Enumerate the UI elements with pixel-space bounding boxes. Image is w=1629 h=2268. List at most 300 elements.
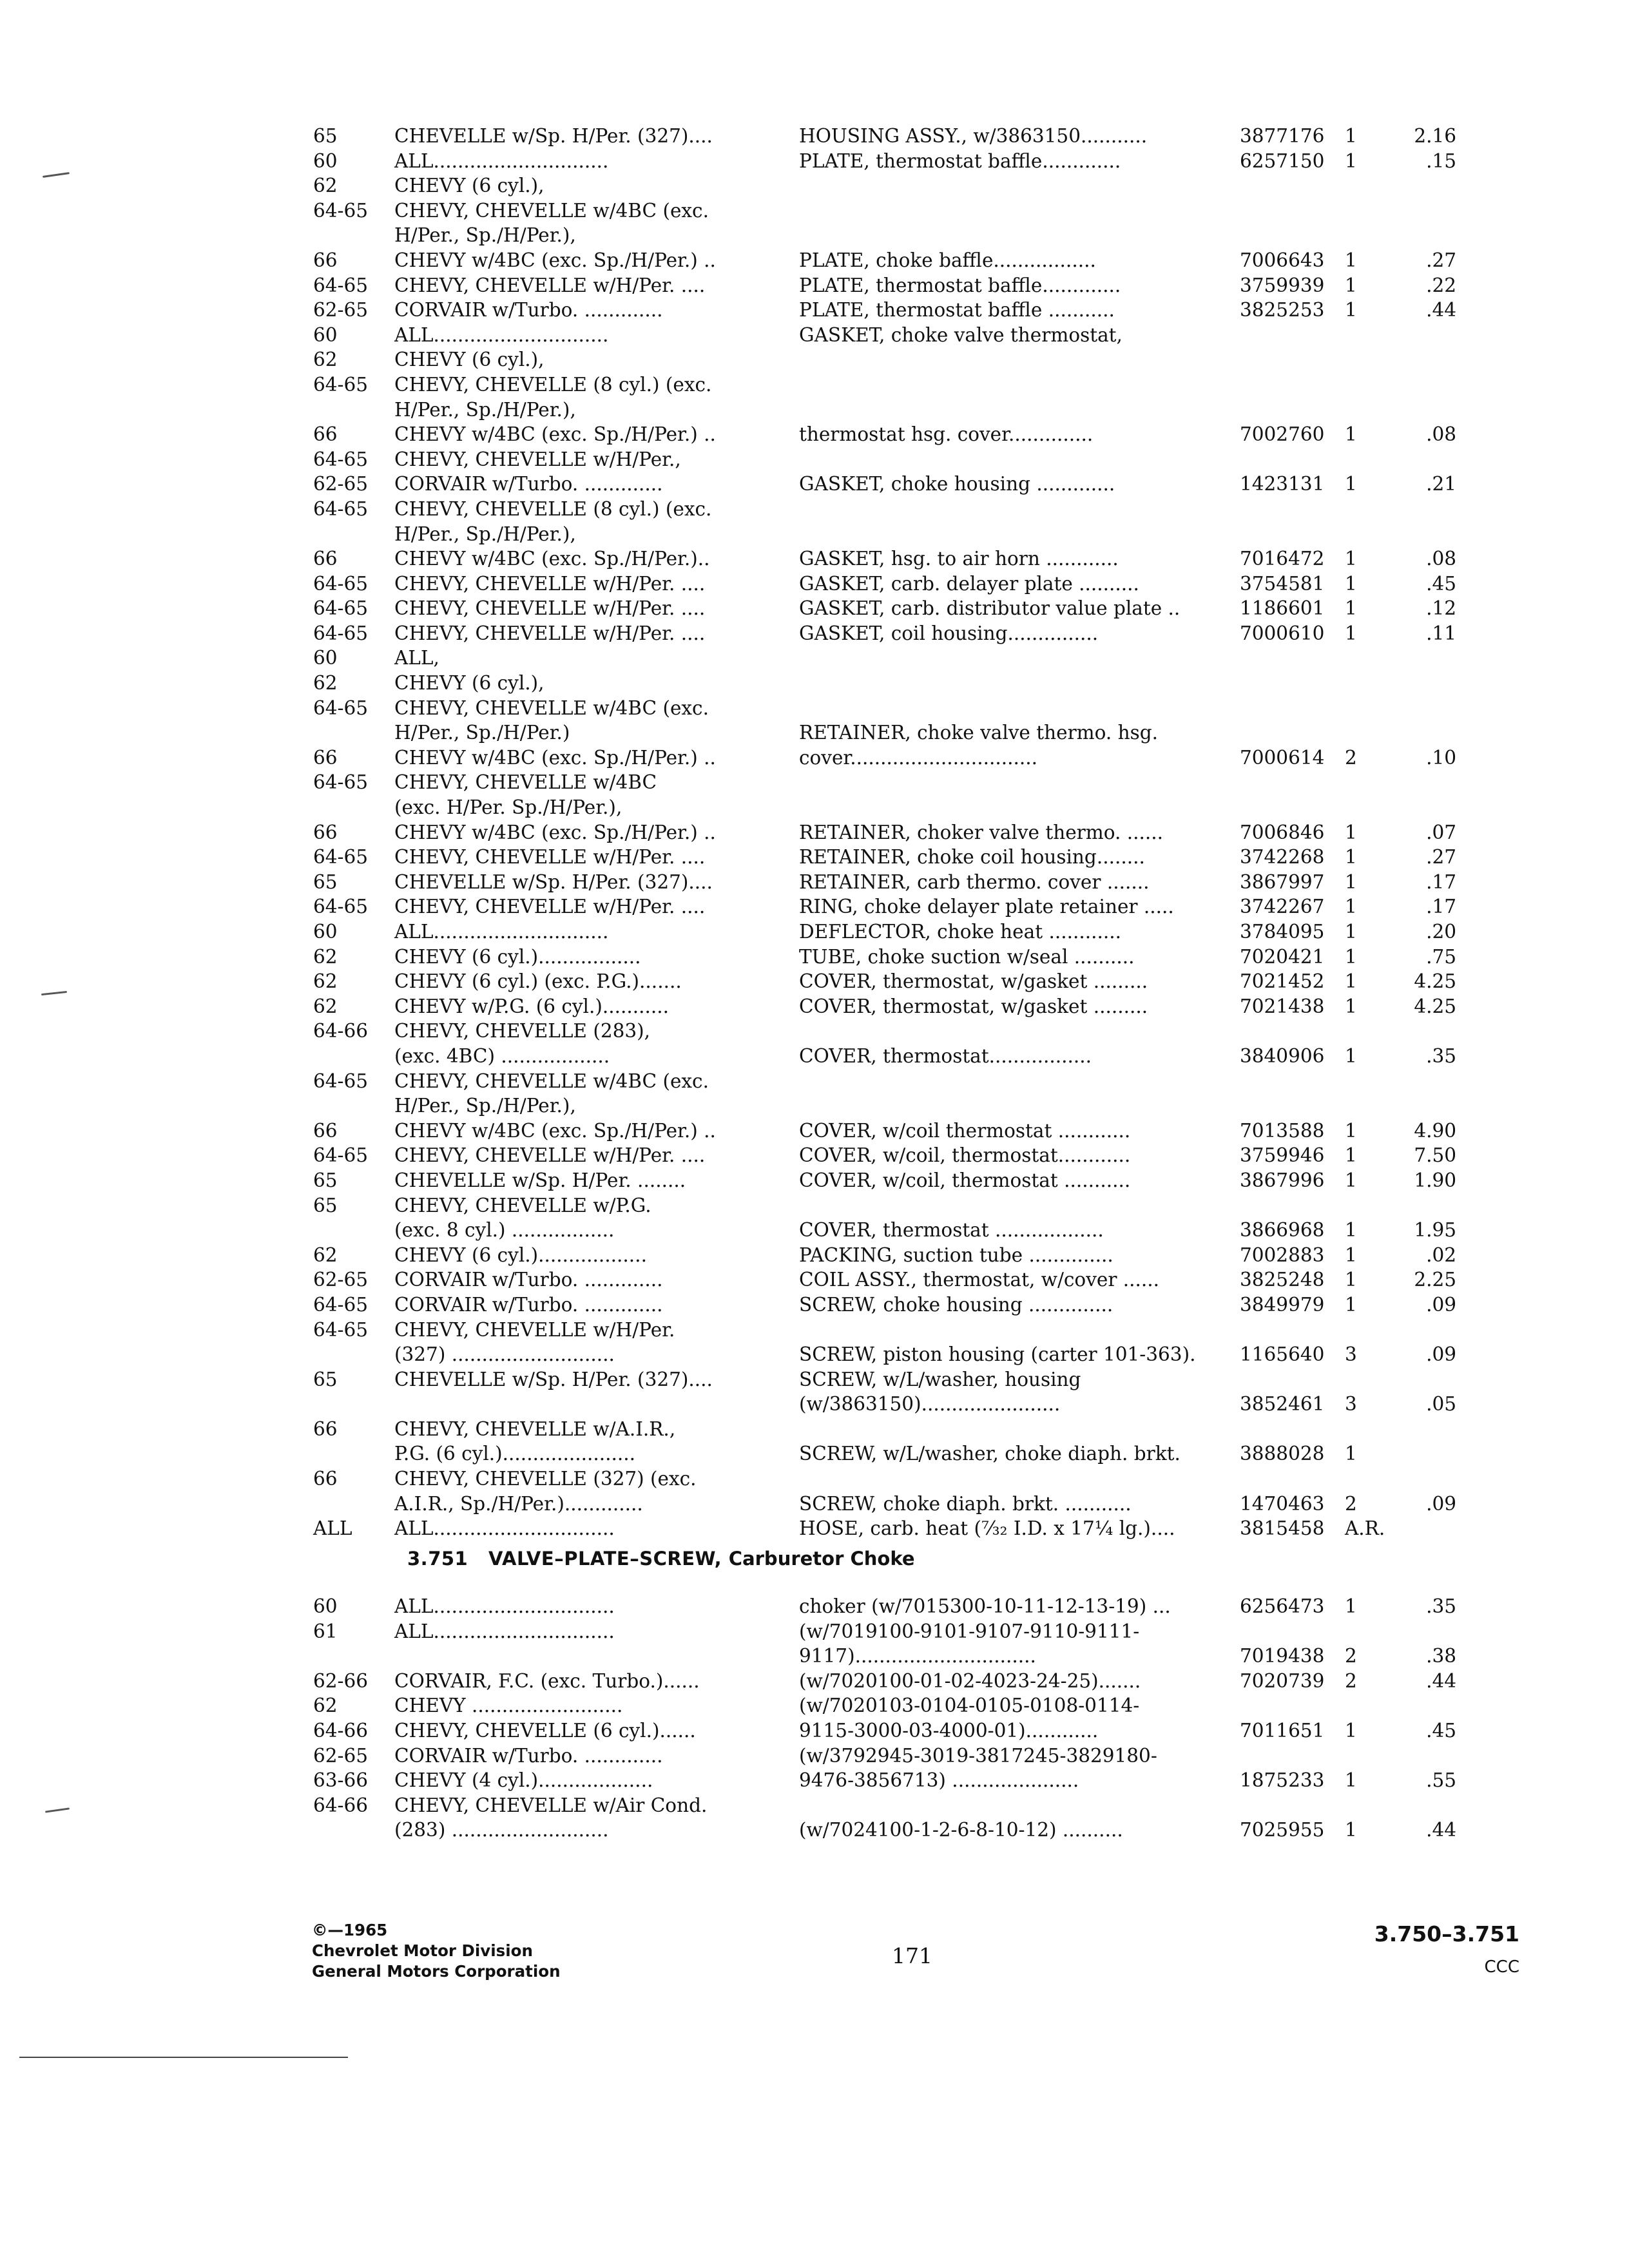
price: .09 [1426, 1293, 1456, 1316]
model-year: 61 [313, 1620, 338, 1642]
model-description: CHEVY, CHEVELLE w/H/Per., [394, 448, 681, 470]
model-description: CHEVELLE w/Sp. H/Per. (327).... [394, 125, 713, 147]
price: .38 [1426, 1645, 1456, 1667]
model-year: 64-65 [313, 697, 369, 719]
price: .44 [1426, 1819, 1456, 1841]
part-description: GASKET, choke valve thermostat, [799, 323, 1123, 346]
price: .09 [1426, 1343, 1456, 1366]
part-description: (w/7020100-01-02-4023-24-25)....... [799, 1669, 1141, 1692]
table-row [309, 472, 1482, 497]
part-number: 7021452 [1240, 970, 1325, 993]
part-description: RETAINER, choke coil housing........ [799, 846, 1145, 869]
model-year: 66 [313, 746, 338, 769]
quantity: 1 [1345, 921, 1357, 943]
model-year: 65 [313, 1169, 338, 1191]
model-year: 64-65 [313, 1293, 369, 1316]
part-description: PLATE, thermostat baffle............. [799, 274, 1121, 296]
price: .75 [1426, 945, 1456, 968]
part-description: thermostat hsg. cover.............. [799, 423, 1094, 446]
quantity: 1 [1345, 1269, 1357, 1291]
part-description: COVER, thermostat, w/gasket ......... [799, 995, 1148, 1017]
part-number: 3754581 [1240, 572, 1325, 595]
model-description: (exc. 4BC) .................. [394, 1044, 610, 1067]
model-description: H/Per., Sp./H/Per.), [394, 398, 576, 421]
price: .07 [1426, 821, 1456, 843]
model-description: CHEVY, CHEVELLE w/4BC (exc. [394, 199, 709, 222]
section-range-code: 3.750–3.751 [1374, 1921, 1519, 1946]
quantity: 1 [1345, 1144, 1357, 1167]
part-description: GASKET, choke housing ............. [799, 473, 1115, 495]
price: 1.90 [1414, 1169, 1456, 1191]
model-year: 62 [313, 995, 338, 1017]
catalog-code: CCC [1484, 1957, 1519, 1977]
part-description: RING, choke delayer plate retainer ..... [799, 896, 1174, 918]
part-description: PLATE, thermostat baffle ........... [799, 299, 1115, 322]
model-year: 60 [313, 323, 338, 346]
table-row [309, 1441, 1482, 1466]
model-year: 62-65 [313, 473, 369, 495]
part-number: 3866968 [1240, 1219, 1325, 1242]
table-row [309, 522, 1482, 547]
model-description: CHEVY, CHEVELLE w/H/Per. .... [394, 846, 706, 869]
part-description: COVER, thermostat................. [799, 1044, 1092, 1067]
price: .08 [1426, 548, 1456, 570]
price: .02 [1426, 1244, 1456, 1266]
part-number: 3849979 [1240, 1293, 1325, 1316]
model-year: 60 [313, 149, 338, 172]
model-description: CHEVY, CHEVELLE (8 cyl.) (exc. [394, 497, 712, 520]
part-number: 1423131 [1240, 473, 1325, 495]
model-year: 66 [313, 1119, 338, 1142]
model-year: 62 [313, 672, 338, 695]
model-description: ALL, [394, 647, 439, 669]
part-description: cover............................... [799, 746, 1037, 769]
price: .45 [1426, 1719, 1456, 1742]
table-row [309, 696, 1482, 721]
part-description: PACKING, suction tube .............. [799, 1244, 1113, 1266]
footer-publisher [312, 1920, 561, 1982]
model-description: ALL.............................. [394, 1595, 615, 1617]
table-row [309, 298, 1482, 323]
model-description: CHEVY, CHEVELLE (283), [394, 1020, 651, 1043]
publisher-line-1: Chevrolet Motor Division [312, 1941, 533, 1960]
quantity: 1 [1345, 1595, 1357, 1617]
model-description: (exc. 8 cyl.) ................. [394, 1219, 615, 1242]
part-number: 3888028 [1240, 1443, 1325, 1465]
model-description: CHEVY, CHEVELLE w/4BC (exc. [394, 697, 709, 719]
table-row [309, 422, 1482, 447]
price: .08 [1426, 423, 1456, 446]
table-row [309, 1516, 1482, 1541]
section-title: VALVE–PLATE–SCREW, [488, 1548, 722, 1570]
table-row [309, 1342, 1482, 1367]
model-description: CORVAIR w/Turbo. ............. [394, 299, 663, 322]
model-description: CORVAIR w/Turbo. ............. [394, 1269, 663, 1291]
model-year: 62-65 [313, 1269, 369, 1291]
table-row [309, 1168, 1482, 1193]
publisher-line-2: General Motors Corporation [312, 1962, 561, 1981]
table-row [309, 347, 1482, 372]
part-description: PLATE, choke baffle................. [799, 249, 1096, 271]
model-year: 64-66 [313, 1719, 369, 1742]
model-description: CHEVY, CHEVELLE w/H/Per. .... [394, 274, 706, 296]
model-description: (283) .......................... [394, 1819, 609, 1841]
table-row [309, 795, 1482, 820]
model-description: CHEVELLE w/Sp. H/Per. (327).... [394, 1368, 713, 1390]
model-year: 64-65 [313, 373, 369, 396]
part-description: GASKET, carb. distributor value plate .. [799, 597, 1181, 620]
table-row [309, 1267, 1482, 1293]
part-number: 3840906 [1240, 1044, 1325, 1067]
part-number: 7002883 [1240, 1244, 1325, 1266]
model-year: 66 [313, 821, 338, 843]
model-description: CHEVY (6 cyl.), [394, 175, 545, 197]
price: 4.25 [1414, 995, 1456, 1017]
model-year: 60 [313, 921, 338, 943]
table-row [309, 323, 1482, 348]
quantity: 1 [1345, 149, 1357, 172]
part-description: (w/7019100-9101-9107-9110-9111- [799, 1620, 1140, 1642]
quantity: 1 [1345, 622, 1357, 644]
price: .05 [1426, 1393, 1456, 1416]
model-year: 60 [313, 1595, 338, 1617]
table-row [309, 919, 1482, 945]
part-description: HOSE, carb. heat (⁷⁄₃₂ I.D. x 17¼ lg.).... [799, 1517, 1175, 1540]
price: 2.16 [1414, 125, 1456, 147]
price: 1.95 [1414, 1219, 1456, 1242]
price: 4.90 [1414, 1119, 1456, 1142]
part-description: COVER, w/coil thermostat ............ [799, 1119, 1131, 1142]
quantity: 1 [1345, 1244, 1357, 1266]
quantity: 1 [1345, 249, 1357, 271]
model-year: 62 [313, 349, 338, 371]
part-description: SCREW, w/L/washer, housing [799, 1368, 1081, 1390]
part-number: 6256473 [1240, 1595, 1325, 1617]
price: .20 [1426, 921, 1456, 943]
model-year: 66 [313, 1468, 338, 1490]
part-number: 1165640 [1240, 1343, 1325, 1366]
part-description: HOUSING ASSY., w/3863150........... [799, 125, 1148, 147]
model-year: 64-65 [313, 846, 369, 869]
model-year: 64-65 [313, 622, 369, 644]
quantity: 1 [1345, 945, 1357, 968]
quantity: 1 [1345, 572, 1357, 595]
part-number: 3815458 [1240, 1517, 1325, 1540]
part-number: 7011651 [1240, 1719, 1325, 1742]
table-row [309, 1392, 1482, 1417]
margin-mark [41, 991, 67, 995]
table-row [309, 1417, 1482, 1442]
model-description: ALL............................. [394, 323, 609, 346]
table-row [309, 149, 1482, 174]
quantity: 1 [1345, 870, 1357, 893]
part-number: 3867997 [1240, 870, 1325, 893]
model-description: CHEVY w/4BC (exc. Sp./H/Per.) .. [394, 821, 716, 843]
part-number: 3825248 [1240, 1269, 1325, 1291]
quantity: 1 [1345, 1443, 1357, 1465]
model-year: 64-65 [313, 199, 369, 222]
quantity: 2 [1345, 746, 1357, 769]
table-row [309, 1143, 1482, 1168]
model-description: ALL............................. [394, 921, 609, 943]
model-description: CHEVY, CHEVELLE w/P.G. [394, 1194, 651, 1216]
part-description: RETAINER, choke valve thermo. hsg. [799, 722, 1159, 744]
quantity: 1 [1345, 548, 1357, 570]
table-row [309, 720, 1482, 745]
model-description: P.G. (6 cyl.)...................... [394, 1443, 635, 1465]
price: .12 [1426, 597, 1456, 620]
model-description: CHEVY, CHEVELLE w/H/Per. [394, 1318, 675, 1341]
model-year: 62-66 [313, 1669, 369, 1692]
price: .55 [1426, 1769, 1456, 1792]
model-year: 62 [313, 1244, 338, 1266]
table-row [309, 1793, 1482, 1818]
quantity: 3 [1345, 1393, 1357, 1416]
quantity: 1 [1345, 821, 1357, 843]
copyright-text: ©—1965 [312, 1921, 388, 1939]
part-description: GASKET, hsg. to air horn ............ [799, 548, 1119, 570]
model-year: 64-65 [313, 771, 369, 794]
price: .44 [1426, 1669, 1456, 1692]
model-year: 65 [313, 1368, 338, 1390]
model-description: CORVAIR, F.C. (exc. Turbo.)...... [394, 1669, 700, 1692]
table-row [309, 770, 1482, 795]
model-description: CHEVY ......................... [394, 1695, 623, 1717]
part-description: choker (w/7015300-10-11-12-13-19) ... [799, 1595, 1171, 1617]
model-description: H/Per., Sp./H/Per.), [394, 224, 576, 247]
section-parts-table [309, 1594, 1482, 1843]
model-year: 64-65 [313, 896, 369, 918]
part-description: (w/3792945-3019-3817245-3829180- [799, 1744, 1157, 1767]
part-number: 7021438 [1240, 995, 1325, 1017]
price: .22 [1426, 274, 1456, 296]
price: 2.25 [1414, 1269, 1456, 1291]
table-row [309, 745, 1482, 771]
price: .35 [1426, 1044, 1456, 1067]
table-row [309, 124, 1482, 149]
quantity: A.R. [1345, 1517, 1385, 1540]
price: .45 [1426, 572, 1456, 595]
model-description: CHEVY (6 cyl.)................. [394, 945, 641, 968]
model-year: 64-65 [313, 1070, 369, 1092]
model-description: H/Per., Sp./H/Per.), [394, 1095, 576, 1117]
quantity: 1 [1345, 970, 1357, 993]
model-description: CHEVY, CHEVELLE w/H/Per. .... [394, 622, 706, 644]
quantity: 2 [1345, 1645, 1357, 1667]
price: .17 [1426, 896, 1456, 918]
table-row [309, 198, 1482, 224]
part-description: COVER, w/coil, thermostat ........... [799, 1169, 1131, 1191]
part-number: 3877176 [1240, 125, 1325, 147]
part-number: 7006846 [1240, 821, 1325, 843]
model-year: 64-65 [313, 1144, 369, 1167]
price: .35 [1426, 1595, 1456, 1617]
page-number: 171 [892, 1943, 932, 1968]
table-row [309, 1367, 1482, 1392]
model-description: (327) ........................... [394, 1343, 615, 1366]
model-description: CHEVY, CHEVELLE (6 cyl.)...... [394, 1719, 696, 1742]
part-description: (w/7024100-1-2-6-8-10-12) .......... [799, 1819, 1123, 1841]
part-description: GASKET, coil housing............... [799, 622, 1099, 644]
table-row [309, 1044, 1482, 1069]
part-number: 7006643 [1240, 249, 1325, 271]
section-subtitle: Carburetor Choke [728, 1548, 915, 1570]
part-description: DEFLECTOR, choke heat ............ [799, 921, 1121, 943]
part-number: 3825253 [1240, 299, 1325, 322]
table-row [309, 1619, 1482, 1644]
part-number: 7016472 [1240, 548, 1325, 570]
quantity: 1 [1345, 995, 1357, 1017]
section-header [407, 1548, 915, 1570]
model-year: 60 [313, 647, 338, 669]
table-row [309, 621, 1482, 646]
table-row [309, 1744, 1482, 1769]
quantity: 1 [1345, 1119, 1357, 1142]
price: .27 [1426, 249, 1456, 271]
part-number: 6257150 [1240, 149, 1325, 172]
part-number: 3784095 [1240, 921, 1325, 943]
model-description: CHEVY w/P.G. (6 cyl.)........... [394, 995, 670, 1017]
table-row [309, 1119, 1482, 1144]
part-description: GASKET, carb. delayer plate .......... [799, 572, 1139, 595]
part-description: SCREW, piston housing (carter 101-363). [799, 1343, 1196, 1366]
table-row [309, 845, 1482, 870]
table-row [309, 1818, 1482, 1843]
part-description: COVER, thermostat .................. [799, 1219, 1104, 1242]
table-row [309, 572, 1482, 597]
part-number: 3759946 [1240, 1144, 1325, 1167]
model-year: 64-65 [313, 497, 369, 520]
price: .21 [1426, 473, 1456, 495]
part-number: 3852461 [1240, 1393, 1325, 1416]
table-row [309, 223, 1482, 248]
model-description: CHEVY, CHEVELLE w/H/Per. .... [394, 896, 706, 918]
part-number: 7020421 [1240, 945, 1325, 968]
table-row [309, 273, 1482, 298]
model-year: 64-65 [313, 597, 369, 620]
model-description: CHEVY (6 cyl.), [394, 672, 545, 695]
part-number: 3759939 [1240, 274, 1325, 296]
table-row [309, 497, 1482, 522]
quantity: 1 [1345, 473, 1357, 495]
model-year: 62-65 [313, 1744, 369, 1767]
table-row [309, 1466, 1482, 1492]
model-year: 64-66 [313, 1794, 369, 1816]
table-row [309, 1718, 1482, 1744]
model-description: CHEVY (4 cyl.)................... [394, 1769, 653, 1792]
table-row [309, 969, 1482, 994]
part-description: TUBE, choke suction w/seal .......... [799, 945, 1135, 968]
model-description: CHEVY, CHEVELLE (8 cyl.) (exc. [394, 373, 712, 396]
table-row [309, 820, 1482, 845]
model-year: 64-66 [313, 1020, 369, 1043]
part-description: (w/7020103-0104-0105-0108-0114- [799, 1695, 1140, 1717]
model-description: H/Per., Sp./H/Per.), [394, 523, 576, 545]
table-row [309, 1693, 1482, 1718]
price: .11 [1426, 622, 1456, 644]
quantity: 3 [1345, 1343, 1357, 1366]
quantity: 1 [1345, 1169, 1357, 1191]
part-description: 9117).............................. [799, 1645, 1036, 1667]
quantity: 2 [1345, 1492, 1357, 1515]
part-number: 1470463 [1240, 1492, 1325, 1515]
model-description: CHEVY w/4BC (exc. Sp./H/Per.) .. [394, 423, 716, 446]
table-row [309, 1218, 1482, 1243]
part-description: COVER, w/coil, thermostat............ [799, 1144, 1131, 1167]
model-description: H/Per., Sp./H/Per.) [394, 722, 570, 744]
part-description: 9476-3856713) ..................... [799, 1769, 1079, 1792]
table-row [309, 671, 1482, 696]
table-row [309, 1492, 1482, 1517]
table-row [309, 894, 1482, 919]
model-year: 62 [313, 175, 338, 197]
model-year: 65 [313, 1194, 338, 1216]
model-description: (exc. H/Per. Sp./H/Per.), [394, 796, 622, 819]
table-row [309, 1768, 1482, 1793]
model-description: CHEVY (6 cyl.).................. [394, 1244, 647, 1266]
model-year: 62 [313, 945, 338, 968]
model-description: CHEVY, CHEVELLE w/H/Per. .... [394, 572, 706, 595]
price: .27 [1426, 846, 1456, 869]
price: 7.50 [1414, 1144, 1456, 1167]
quantity: 1 [1345, 274, 1357, 296]
model-year: 63-66 [313, 1769, 369, 1792]
quantity: 1 [1345, 1769, 1357, 1792]
price: .17 [1426, 870, 1456, 893]
part-number: 7000614 [1240, 746, 1325, 769]
table-row [309, 994, 1482, 1019]
quantity: 1 [1345, 1719, 1357, 1742]
model-year: 64-65 [313, 572, 369, 595]
model-description: CHEVY w/4BC (exc. Sp./H/Per.) .. [394, 1119, 716, 1142]
model-year: 62 [313, 970, 338, 993]
quantity: 1 [1345, 1293, 1357, 1316]
model-year: 66 [313, 1418, 338, 1440]
part-description: RETAINER, choker valve thermo. ...... [799, 821, 1164, 843]
table-row [309, 398, 1482, 423]
quantity: 1 [1345, 125, 1357, 147]
table-row [309, 248, 1482, 273]
model-description: CHEVELLE w/Sp. H/Per. (327).... [394, 870, 713, 893]
model-description: CHEVY w/4BC (exc. Sp./H/Per.).. [394, 548, 710, 570]
part-number: 7000610 [1240, 622, 1325, 644]
quantity: 2 [1345, 1669, 1357, 1692]
model-description: CHEVY, CHEVELLE w/H/Per. .... [394, 597, 706, 620]
part-number: 1186601 [1240, 597, 1325, 620]
part-number: 3742267 [1240, 896, 1325, 918]
part-description: COVER, thermostat, w/gasket ......... [799, 970, 1148, 993]
quantity: 1 [1345, 423, 1357, 446]
model-year: 65 [313, 870, 338, 893]
part-description: PLATE, thermostat baffle............. [799, 149, 1121, 172]
price: .09 [1426, 1492, 1456, 1515]
model-description: CHEVY, CHEVELLE w/A.I.R., [394, 1418, 676, 1440]
model-description: CHEVY w/4BC (exc. Sp./H/Per.) .. [394, 249, 716, 271]
model-description: CORVAIR w/Turbo. ............. [394, 1744, 663, 1767]
quantity: 1 [1345, 896, 1357, 918]
model-description: CHEVELLE w/Sp. H/Per. ........ [394, 1169, 686, 1191]
margin-mark [43, 172, 70, 178]
table-row [309, 646, 1482, 671]
quantity: 1 [1345, 1219, 1357, 1242]
table-row [309, 1193, 1482, 1218]
quantity: 1 [1345, 846, 1357, 869]
table-row [309, 1594, 1482, 1619]
quantity: 1 [1345, 597, 1357, 620]
part-number: 3742268 [1240, 846, 1325, 869]
model-year: 66 [313, 548, 338, 570]
price: .44 [1426, 299, 1456, 322]
